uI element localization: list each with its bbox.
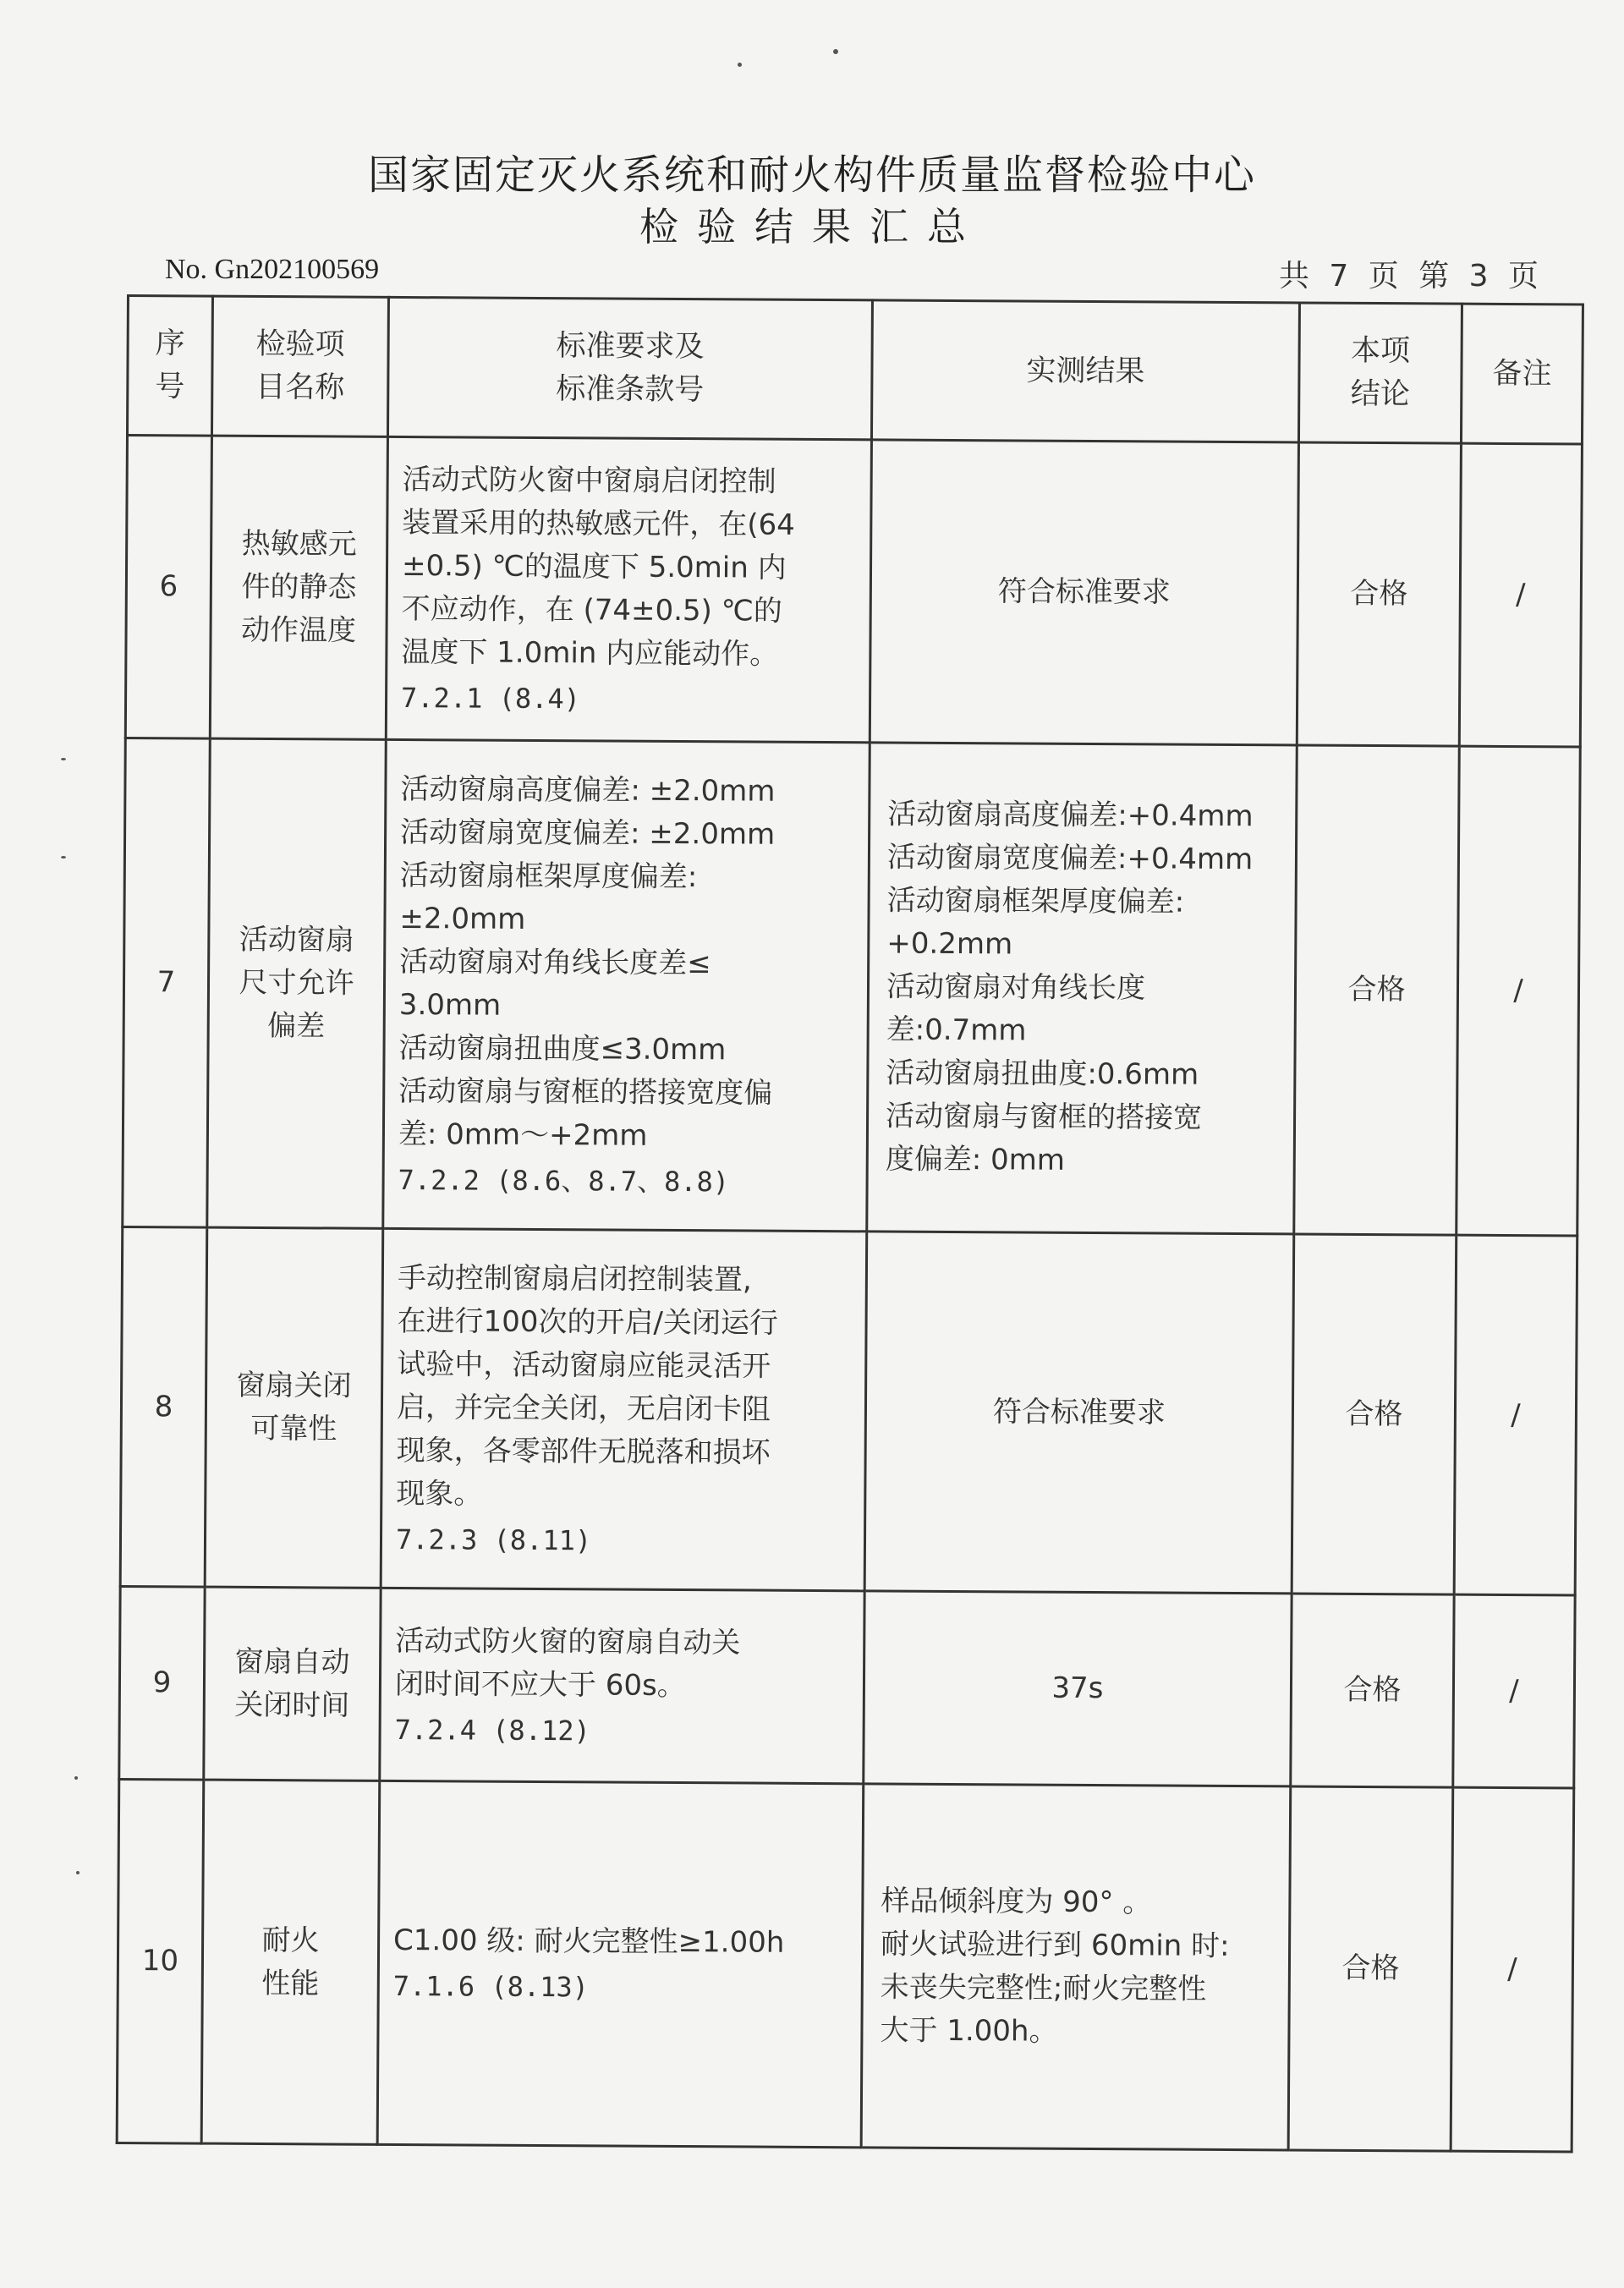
cell-conclusion: 合格 xyxy=(1297,442,1461,746)
header-standard: 标准要求及 标准条款号 xyxy=(387,297,872,439)
cell-remark: / xyxy=(1451,1787,1574,2152)
cell-result: 37s xyxy=(864,1591,1292,1786)
clause-number: 7.1.6 (8.13) xyxy=(392,1969,590,2004)
cell-item-name: 窗扇关闭 可靠性 xyxy=(205,1227,383,1588)
cell-result: 活动窗扇高度偏差:+0.4mm 活动窗扇宽度偏差:+0.4mm 活动窗扇框架厚度偏差: +0.2mm 活动窗扇对角线长度 差:0.7mm 活动窗扇扭曲度:0.6mm 活动窗扇与窗框的搭接宽 度偏差: 0mm xyxy=(867,743,1298,1234)
cell-remark: / xyxy=(1459,443,1582,747)
scan-speck xyxy=(61,856,66,859)
cell-item-name: 耐火 性能 xyxy=(201,1780,380,2144)
cell-seq: 9 xyxy=(119,1586,205,1780)
cell-seq: 7 xyxy=(123,738,211,1227)
document-subtitle: 检验结果汇总 xyxy=(639,204,985,250)
header-item: 检验项 目名称 xyxy=(211,296,388,436)
header-result: 实测结果 xyxy=(871,300,1299,442)
table-row xyxy=(120,1226,1577,1594)
header-seq: 序 号 xyxy=(127,296,212,436)
cell-standard: 手动控制窗扇启闭控制装置, 在进行100次的开启/关闭运行 试验中，活动窗扇应能灵活开 启，并完全关闭，无启闭卡阻 现象，各零部件无脱落和损坏 现象。 7.2.3 (8.11) xyxy=(381,1228,867,1590)
cell-remark: / xyxy=(1453,1594,1575,1788)
cell-standard: C1.00 级: 耐火完整性≥1.00h 7.1.6 (8.13) xyxy=(377,1780,864,2147)
cell-result: 符合标准要求 xyxy=(870,440,1298,745)
report-number: No. Gn202100569 xyxy=(165,254,380,285)
cell-remark: / xyxy=(1457,746,1581,1236)
document-title: 国家固定灭火系统和耐火构件质量监督检验中心 xyxy=(367,151,1256,199)
cell-conclusion: 合格 xyxy=(1292,1234,1457,1594)
table-row xyxy=(117,1779,1574,2151)
clause-number: 7.2.3 (8.11) xyxy=(395,1523,592,1557)
scan-speck xyxy=(61,758,66,760)
cell-standard: 活动窗扇高度偏差: ±2.0mm 活动窗扇宽度偏差: ±2.0mm 活动窗扇框架厚度偏差: ±2.0mm 活动窗扇对角线长度差≤ 3.0mm 活动窗扇扭曲度≤3.0mm 活动窗扇与窗框的搭接宽度偏 差: 0mm～+2mm 7.2.2 (8.6、8.7、8.8) xyxy=(383,739,870,1231)
cell-item-name: 热敏感元 件的静态 动作温度 xyxy=(210,436,387,739)
cell-standard: 活动式防火窗中窗扇启闭控制 装置采用的热敏感元件，在(64 ±0.5) ℃的温度下 5.0min 内 不应动作，在 (74±0.5) ℃的 温度下 1.0min 内应能动作。 7.2.1 (8.4) xyxy=(386,436,871,742)
cell-standard: 活动式防火窗的窗扇自动关 闭时间不应大于 60s。 7.2.4 (8.12) xyxy=(380,1588,864,1783)
table-header-row xyxy=(127,296,1583,445)
scan-speck xyxy=(76,1871,80,1874)
cell-conclusion: 合格 xyxy=(1294,745,1460,1235)
clause-number: 7.2.4 (8.12) xyxy=(394,1713,590,1747)
cell-seq: 6 xyxy=(125,436,211,739)
scan-speck xyxy=(833,49,838,54)
results-table xyxy=(116,294,1584,2153)
table-row xyxy=(125,436,1582,748)
cell-remark: / xyxy=(1454,1235,1577,1595)
clause-number: 7.2.1 (8.4) xyxy=(400,681,581,716)
table-row xyxy=(119,1586,1575,1788)
scan-speck xyxy=(738,63,742,67)
cell-result: 符合标准要求 xyxy=(864,1232,1294,1594)
cell-seq: 8 xyxy=(120,1226,207,1587)
table-row xyxy=(123,738,1580,1235)
cell-result: 样品倾斜度为 90° 。 耐火试验进行到 60min 时: 未丧失完整性;耐火完整性 大于 1.00h。 xyxy=(861,1784,1291,2150)
cell-seq: 10 xyxy=(117,1779,204,2143)
cell-conclusion: 合格 xyxy=(1288,1786,1453,2151)
clause-number: 7.2.2 (8.6、8.7、8.8) xyxy=(398,1163,730,1199)
cell-item-name: 活动窗扇 尺寸允许 偏差 xyxy=(207,738,387,1228)
scan-speck xyxy=(74,1776,78,1780)
cell-item-name: 窗扇自动 关闭时间 xyxy=(204,1587,381,1780)
page-indicator: 共 7 页 第 3 页 xyxy=(1278,259,1544,294)
header-remark: 备注 xyxy=(1461,304,1583,444)
cell-conclusion: 合格 xyxy=(1291,1594,1454,1787)
header-conclusion: 本项 结论 xyxy=(1298,303,1462,443)
